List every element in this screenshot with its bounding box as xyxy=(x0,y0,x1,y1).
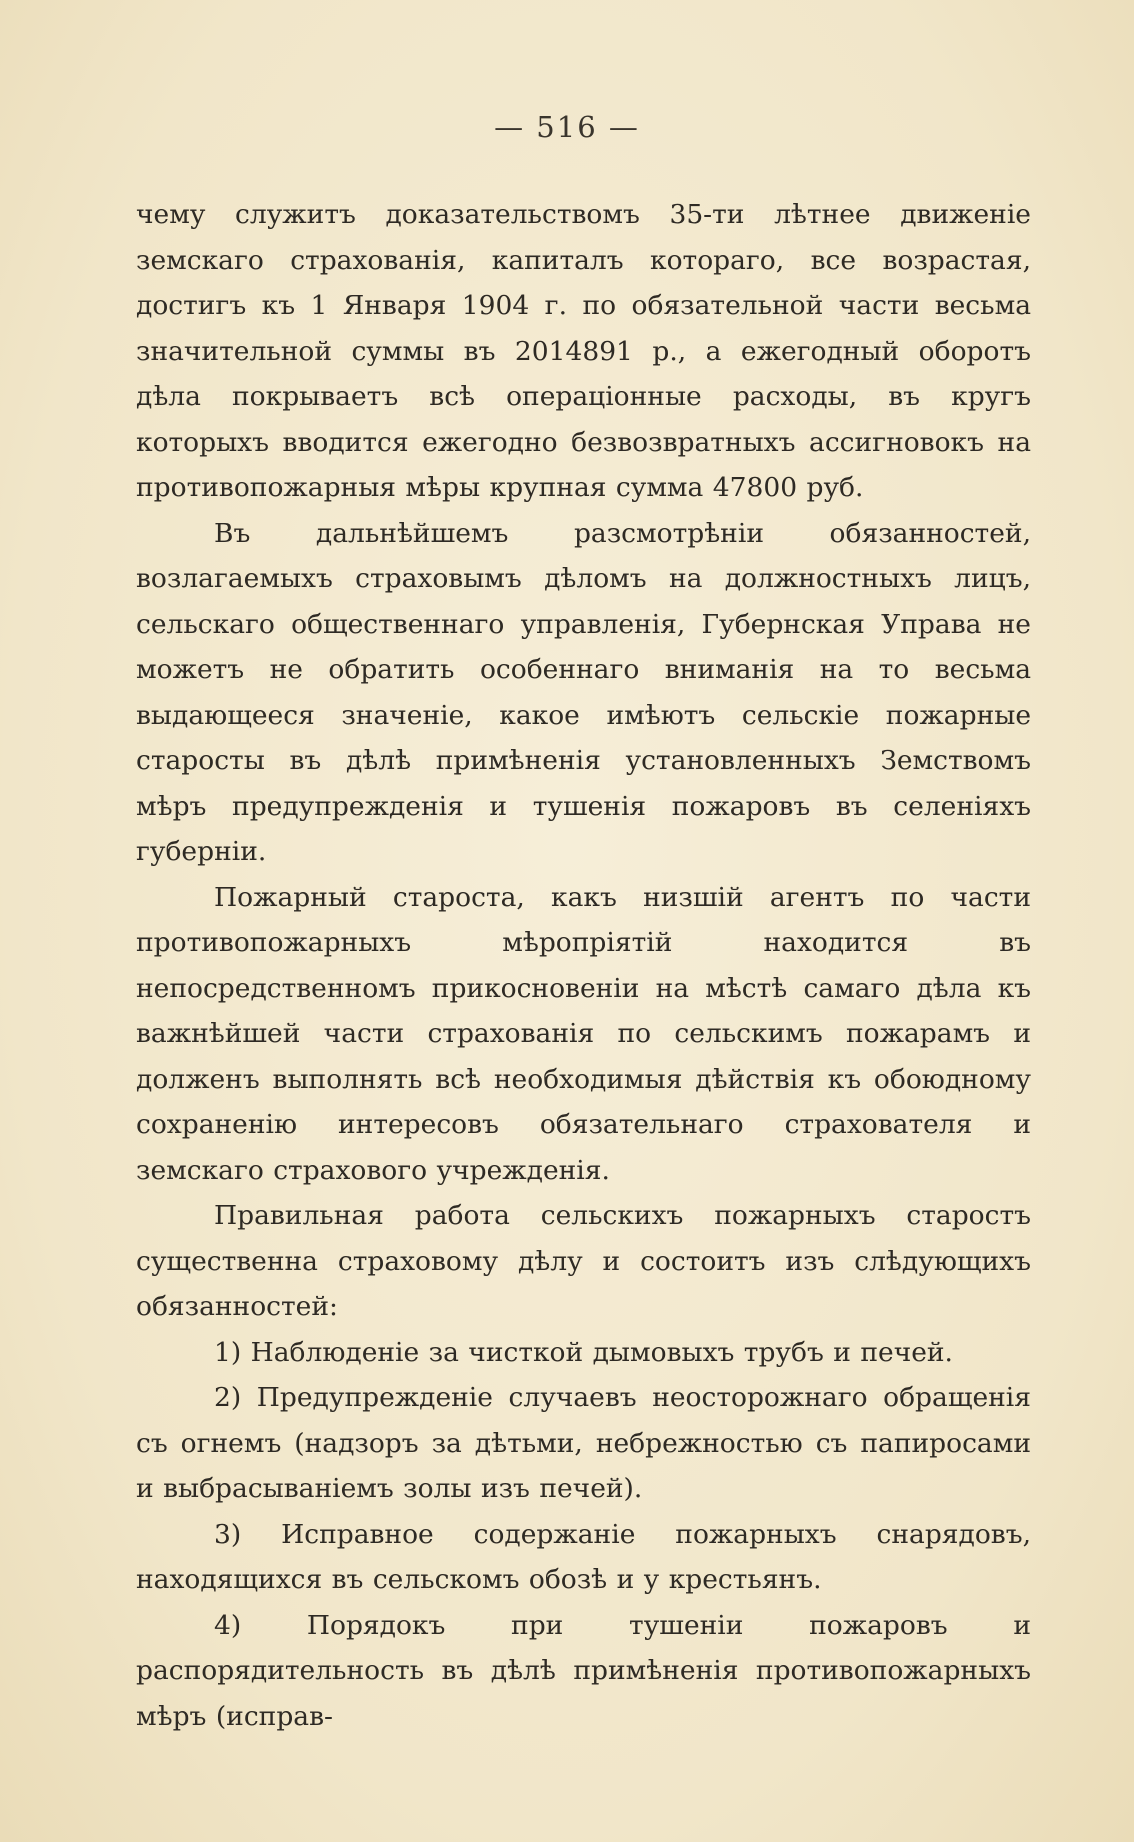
paragraph: Правильная работа сельскихъ пожарныхъ старостъ существенна страховому дѣлу и состоитъ изъ слѣдующихъ обязанностей: xyxy=(136,1200,1031,1322)
body-text xyxy=(136,192,1031,1739)
list-item: 4) Порядокъ при тушеніи пожаровъ и распорядительность въ дѣлѣ примѣненія противопожарныхъ мѣръ (исправ- xyxy=(136,1609,1031,1732)
paragraph: Пожарный староста, какъ низшій агентъ по части противопожарныхъ мѣропріятій находится въ непосредственномъ прикосновеніи на мѣстѣ самаго дѣла къ важнѣйшей части страхованія по сельскимъ пожарамъ и долженъ выполнять всѣ необходимыя дѣйствія къ обоюдному сохраненію интересовъ обязательнаго страхователя и земскаго страхового учрежденія. xyxy=(136,881,1031,1186)
list-item: 1) Наблюденіе за чисткой дымовыхъ трубъ и печей. xyxy=(214,1336,953,1368)
paragraph: Въ дальнѣйшемъ разсмотрѣніи обязанностей, возлагаемыхъ страховымъ дѣломъ на должностныхъ лицъ, сельскаго общественнаго управленія, Губернская Управа не можетъ не обратить особеннаго вниманія на то весьма выдающееся значеніе, какое имѣютъ сельскіе пожарные старосты въ дѣлѣ примѣненія установленныхъ Земствомъ мѣръ предупрежденія и тушенія пожаровъ въ селеніяхъ губерніи. xyxy=(136,517,1031,867)
list-item: 2) Предупрежденіе случаевъ неосторожнаго обращенія съ огнемъ (надзоръ за дѣтьми, небрежностью съ папиросами и выбрасываніемъ золы изъ печей). xyxy=(136,1382,1031,1504)
paragraph: чему служитъ доказательствомъ 35-ти лѣтнее движеніе земскаго страхованія, капиталъ котораго, все возрастая, достигъ къ 1 Января 1904 г. по обязательной части весьма значительной суммы въ 2014891 р., а ежегодный оборотъ дѣла покрываетъ всѣ операціонные расходы, въ кругъ которыхъ вводится ежегодно безвозвратныхъ ассигновокъ на противопожарныя мѣры крупная сумма 47800 руб. xyxy=(136,199,1031,503)
page-number: — 516 — xyxy=(494,110,640,144)
list-item: 3) Исправное содержаніе пожарныхъ снарядовъ, находящихся въ сельскомъ обозѣ и у крестьянъ. xyxy=(136,1518,1031,1595)
